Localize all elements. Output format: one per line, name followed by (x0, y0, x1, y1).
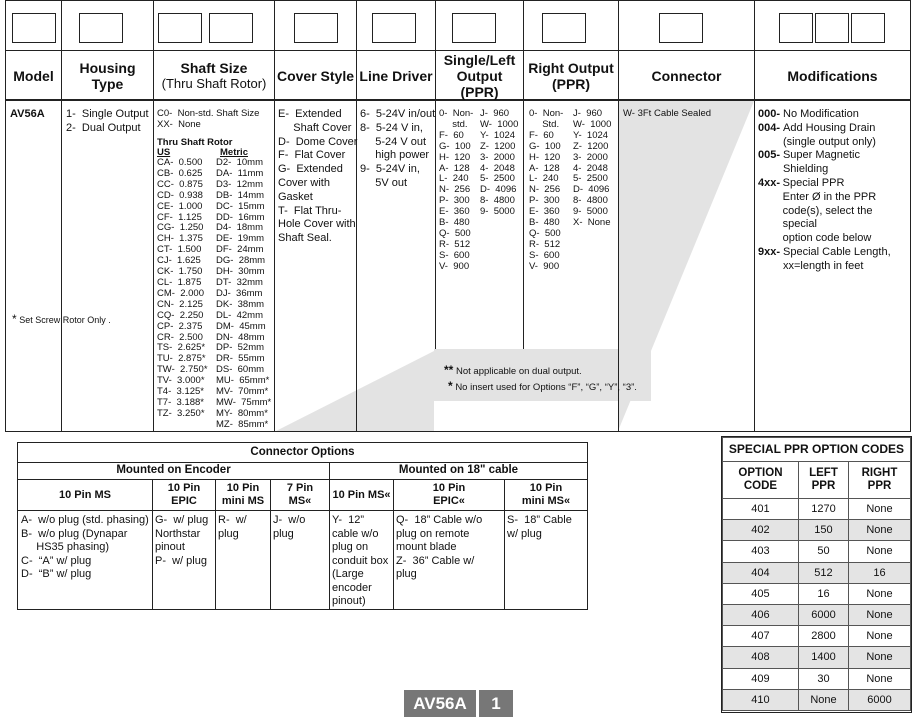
single-ppr-col2: J- 960 W- 1000 Y- 1024 Z- 1200 3- 2000 4- 2048 5- 2500 D- 4096 8- 4800 9- 5000 (480, 108, 519, 218)
ppr-code: 407 (723, 626, 799, 647)
mod-code: 4xx- (758, 176, 781, 189)
ppr-left: None (798, 689, 848, 710)
right-ppr-code-box[interactable] (542, 13, 586, 43)
ppr-header-left: LEFT PPR (798, 462, 848, 499)
conn-cell-cable-10pin-ms: Y- 12” cable w/o plug on conduit box (Large encoder pinout) (332, 514, 389, 607)
mod-item (758, 108, 908, 122)
mod-text: No Modification (783, 108, 859, 120)
single-ppr-col1: 0- Non- std. F- 60 G- 100 H- 120 A- 128 L- 240 N- 256 P- 300 E- 360 B- 480 Q- 500 R- 512 S- 600 V- 900 (439, 108, 474, 272)
ppr-left: 512 (798, 562, 848, 583)
mod-code-box-3[interactable] (851, 13, 885, 43)
table-row (723, 668, 911, 689)
table-row (723, 689, 911, 710)
mod-code: 000- (758, 108, 781, 120)
driver-code-box[interactable] (372, 13, 416, 43)
shaft-code-box-1[interactable] (158, 13, 202, 43)
mod-code: 9xx- (758, 245, 781, 258)
ppr-right: None (849, 520, 911, 541)
header-single-output (436, 51, 523, 100)
left-ppr-code-box[interactable] (452, 13, 496, 43)
driver-options: 6- 5-24V in/out 8- 5-24 V in, 5-24 V out high power 9- 5-24V in, 5V out (360, 108, 436, 189)
mod-text: Add Housing Drain (single output only) (783, 121, 876, 148)
ppr-right: None (849, 604, 911, 625)
header-right-sub: (PPR) (551, 75, 591, 92)
connector-code-box[interactable] (659, 13, 703, 43)
mod-item (758, 246, 908, 274)
header-driver: Line Driver (359, 67, 433, 84)
special-ppr-title: SPECIAL PPR OPTION CODES (723, 438, 911, 462)
thru-shaft-title: Thru Shaft Rotor (157, 137, 233, 148)
ppr-code: 406 (723, 604, 799, 625)
header-right-title: Right Output (528, 59, 614, 76)
mod-item (758, 149, 908, 177)
header-cover: Cover Style (276, 67, 355, 84)
connector-options-table (17, 442, 588, 610)
metric-label: Metric (220, 147, 248, 158)
cover-code-box[interactable] (294, 13, 338, 43)
ppr-header-right: RIGHT PPR (849, 462, 911, 499)
ppr-code: 410 (723, 689, 799, 710)
ppr-code: 409 (723, 668, 799, 689)
ppr-right: None (849, 541, 911, 562)
col-header-10pin-ms: 10 Pin MS (59, 488, 111, 501)
conn-cell-cable-10pin-epic: Q- 18” Cable w/o plug on remote mount blade Z- 36” Cable w/ plug (396, 514, 483, 580)
ppr-right: None (849, 583, 911, 604)
conn-cell-7pin-ms: J- w/o plug (273, 514, 306, 540)
table-row (723, 604, 911, 625)
mod-item (758, 177, 908, 246)
note-dual-output (444, 363, 582, 379)
right-ppr-col1: 0- Non- Std. F- 60 G- 100 H- 120 A- 128 L- 240 N- 256 P- 300 E- 360 B- 480 Q- 500 R- 512 S- 600 V- 900 (529, 108, 564, 272)
conn-cell-10pin-epic: G- w/ plug Northstar pinout P- w/ plug (155, 514, 209, 567)
mod-text: Special PPR Enter Ø in the PPR code(s), select the special option code below (782, 176, 877, 245)
ppr-left: 16 (798, 583, 848, 604)
shaft-codes: C0- Non-std. Shaft Size XX- None (157, 108, 260, 130)
housing-options: 1- Single Output 2- Dual Output (66, 108, 149, 134)
ppr-code: 401 (723, 499, 799, 520)
us-label: US (157, 147, 171, 158)
header-connector: Connector (651, 67, 722, 84)
header-modifications: Modifications (787, 67, 878, 84)
modifications-list (758, 108, 908, 274)
model-code-box[interactable] (12, 13, 56, 43)
mod-text: Super Magnetic Shielding (782, 149, 864, 176)
mod-code-box-1[interactable] (779, 13, 813, 43)
header-housing: Housing Type (79, 59, 136, 92)
ppr-right: None (849, 626, 911, 647)
header-shaft-sub: (Thru Shaft Rotor) (161, 75, 267, 91)
table-row (723, 647, 911, 668)
ppr-left: 1400 (798, 647, 848, 668)
col-header-10pin-epic: 10 Pin EPIC (167, 482, 201, 507)
table-row (723, 562, 911, 583)
table-row (723, 583, 911, 604)
connector-value: W- 3Ft Cable Sealed (623, 108, 712, 119)
special-ppr-table (721, 436, 912, 713)
header-shaft-title: Shaft Size (180, 59, 248, 76)
ppr-code: 402 (723, 520, 799, 541)
table-row (723, 626, 911, 647)
code-box-row (5, 0, 911, 50)
ppr-right: 6000 (849, 689, 911, 710)
model-footnote (12, 313, 111, 328)
ppr-left: 150 (798, 520, 848, 541)
group-mounted-cable: Mounted on 18" cable (398, 464, 519, 476)
ordering-table (5, 50, 911, 432)
ppr-right: 16 (849, 562, 911, 583)
header-model: Model (13, 67, 54, 84)
header-shaft (154, 51, 274, 100)
conn-cell-cable-10pin-mini-ms: S- 18” Cable w/ plug (507, 514, 572, 540)
ppr-left: 50 (798, 541, 848, 562)
housing-code-box[interactable] (79, 13, 123, 43)
col-header-7pin-ms: 7 Pin MS« (286, 482, 314, 507)
ppr-left: 2800 (798, 626, 848, 647)
cover-options: E- Extended Shaft Cover D- Dome Cover F- Flat Cover G- Extended Cover with Gasket T- Flat Thru- Hole Cover with Shaft Seal. (278, 108, 358, 245)
col-header-cable-10pin-epic: 10 Pin EPIC« (432, 482, 466, 507)
ppr-code: 404 (723, 562, 799, 583)
ppr-code: 405 (723, 583, 799, 604)
ppr-code: 408 (723, 647, 799, 668)
ppr-left: 1270 (798, 499, 848, 520)
footnote-asterisk: * (12, 312, 17, 326)
col-header-cable-10pin-mini-ms: 10 Pin mini MS« (521, 482, 571, 507)
footer-page-number: 1 (479, 690, 513, 717)
mod-code-box-2[interactable] (815, 13, 849, 43)
mod-item (758, 122, 908, 150)
ppr-right: None (849, 499, 911, 520)
ppr-right: None (849, 668, 911, 689)
mod-code: 005- (758, 149, 781, 162)
conn-cell-10pin-mini-ms: R- w/ plug (218, 514, 247, 540)
col-header-10pin-mini-ms: 10 Pin mini MS (221, 482, 265, 507)
shaft-metric-list: D2- 10mm DA- 11mm D3- 12mm DB- 14mm DC- 15mm DD- 16mm D4- 18mm DE- 19mm DF- 24mm DG- 28mm DH- 30mm DT- 32mm DJ- 36mm DK- 38mm DL- 42mm DM- 45mm DN- 48mm DP- 52mm DR- 55mm DS- 60mm MU- 65mm* MV- 70mm* MW- 75mm* MY- 80mm* MZ- 85mm* (216, 157, 272, 430)
header-single-sub: Output (PPR) (456, 67, 503, 100)
table-row (723, 499, 911, 520)
connector-options-title: Connector Options (250, 446, 355, 458)
right-ppr-col2: J- 960 W- 1000 Y- 1024 Z- 1200 3- 2000 4- 2048 5- 2500 D- 4096 8- 4800 9- 5000 X- None (573, 108, 612, 229)
footer-model-label: AV56A (404, 690, 476, 717)
header-right-output (524, 51, 618, 100)
ppr-left: 30 (798, 668, 848, 689)
mod-text: Special Cable Length, xx=length in feet (783, 245, 891, 272)
note1-mark: ** (444, 363, 454, 377)
ppr-header-option-code: OPTION CODE (723, 462, 799, 499)
table-row (723, 520, 911, 541)
mod-code: 004- (758, 121, 781, 134)
group-mounted-encoder: Mounted on Encoder (116, 464, 231, 476)
col-header-cable-10pin-ms: 10 Pin MS« (332, 488, 391, 501)
ppr-code: 403 (723, 541, 799, 562)
note2-mark: * (448, 379, 453, 393)
table-row (723, 541, 911, 562)
conn-cell-10pin-ms: A- w/o plug (std. phasing) B- w/o plug (Dynapar HS35 phasing) C- “A” w/ plug D- “B” w/ plug (21, 514, 149, 580)
note2-text: No insert used for Options “F”, “G”, “Y”, “3”. (455, 382, 637, 393)
ppr-left: 6000 (798, 604, 848, 625)
model-value: AV56A (10, 108, 45, 120)
note-no-insert (448, 379, 637, 395)
footnote-text: Set Screw Rotor Only . (19, 315, 111, 325)
note1-text: Not applicable on dual output. (455, 366, 582, 377)
ppr-right: None (849, 647, 911, 668)
shaft-code-box-2[interactable] (209, 13, 253, 43)
header-single-title: Single/Left (443, 51, 516, 68)
shaft-us-list: CA- 0.500 CB- 0.625 CC- 0.875 CD- 0.938 CE- 1.000 CF- 1.125 CG- 1.250 CH- 1.375 CT- 1.500 CJ- 1.625 CK- 1.750 CL- 1.875 CM- 2.000 CN- 2.125 CQ- 2.250 CP- 2.375 CR- 2.500 TS- 2.625* TU- 2.875* TW- 2.750* TV- 3.000* T4- 3.125* T7- 3.188* TZ- 3.250* (157, 157, 208, 419)
